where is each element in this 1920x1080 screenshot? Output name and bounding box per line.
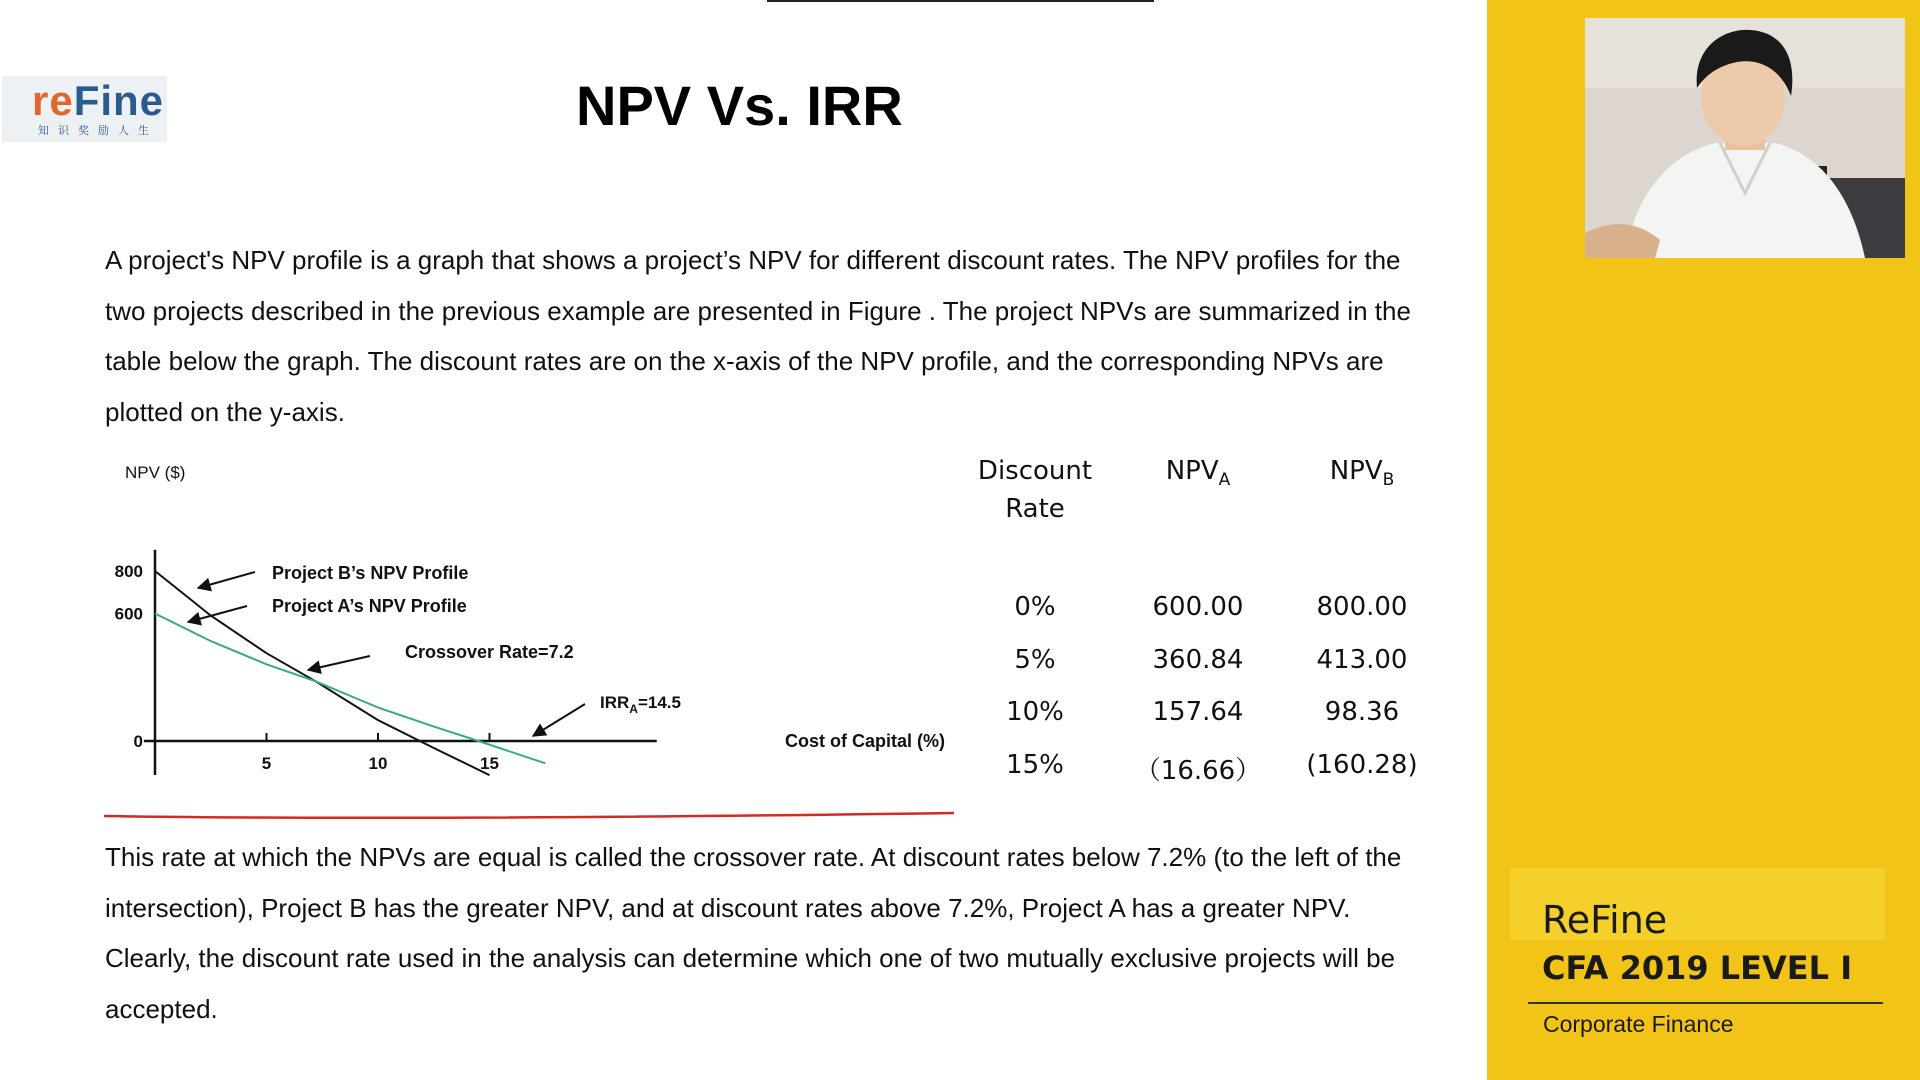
annotation-crossover-label: Crossover Rate=7.2: [405, 642, 574, 662]
y-axis-label: NPV ($): [125, 463, 186, 482]
logo-tagline: 知识奖励人生: [38, 125, 158, 137]
y-tick-label: 800: [114, 562, 143, 581]
cell-npv-a: 360.84: [1152, 645, 1244, 675]
npv-profile-chart: [95, 450, 975, 830]
course-title: CFA 2019 LEVEL I: [1542, 949, 1853, 987]
header-discount-rate: Discount Rate: [977, 456, 1093, 524]
cell-npv-b: 98.36: [1324, 697, 1400, 727]
header-npv-b: $NPV_B$: [1329, 456, 1395, 490]
logo-wordmark: reFine: [32, 77, 165, 124]
annotation-b-arrow: [198, 572, 255, 588]
annotation-crossover-arrow: [308, 656, 370, 670]
slide-title: NPV Vs. IRR: [576, 74, 903, 137]
crossover-paragraph: This rate at which the NPVs are equal is called the crossover rate. At discount rates below 7.2% (to the left of the intersection), Project B has the greater NPV, and at discount rates above 7.2%, Project A has a greater NPV. Clearly, the discount rate used in the analysis can determine which one of two mutually exclusive projects will be accepted.: [105, 842, 1402, 1024]
header-npv-a: $NPV_A$: [1165, 456, 1231, 490]
y-tick-label: 600: [114, 604, 143, 624]
course-divider: [1528, 1002, 1883, 1004]
red-underline: [104, 810, 954, 820]
brand-name: ReFine: [1542, 898, 1668, 942]
npv-table: [960, 452, 1440, 792]
presenter-figure: [1585, 18, 1905, 258]
annotation-irr-label: $IRR_A=14.5$: [600, 693, 681, 716]
intro-paragraph: A project's NPV profile is a graph that shows a project’s NPV for different discount rates. The NPV profiles for the two projects described in the previous example are presented in Figure . The project NPVs are summarized in the table below the graph. The discount rates are on the x-axis of the NPV profile, and the corresponding NPVs are plotted on the y-axis.: [105, 245, 1411, 427]
cell-rate: 0%: [1014, 592, 1056, 622]
top-divider: [767, 0, 1154, 2]
x-tick-label: 10: [368, 754, 388, 773]
cell-npv-b: 413.00: [1316, 645, 1408, 675]
cell-rate: 5%: [1014, 645, 1056, 675]
annotation-a-label: Project A’s NPV Profile: [272, 596, 467, 616]
x-axis-label: Cost of Capital (%): [785, 731, 945, 751]
annotation-b-label: Project B’s NPV Profile: [272, 563, 469, 583]
cell-npv-a: （16.66）: [1134, 756, 1262, 786]
x-tick-label: 15: [480, 754, 499, 773]
cell-npv-a: 157.64: [1152, 697, 1244, 727]
x-tick-label: 5: [261, 754, 272, 773]
y-tick-label: 0: [133, 732, 143, 751]
refine-logo: [2, 76, 167, 142]
annotation-irr-arrow: [533, 704, 585, 736]
cell-npv-b: (160.28): [1306, 750, 1418, 780]
course-subject: Corporate Finance: [1543, 1011, 1734, 1037]
cell-rate: 15%: [1006, 750, 1064, 780]
presenter-video: [1585, 18, 1905, 258]
cell-npv-b: 800.00: [1316, 592, 1408, 622]
cell-npv-a: 600.00: [1152, 592, 1244, 622]
cell-rate: 10%: [1006, 697, 1064, 727]
